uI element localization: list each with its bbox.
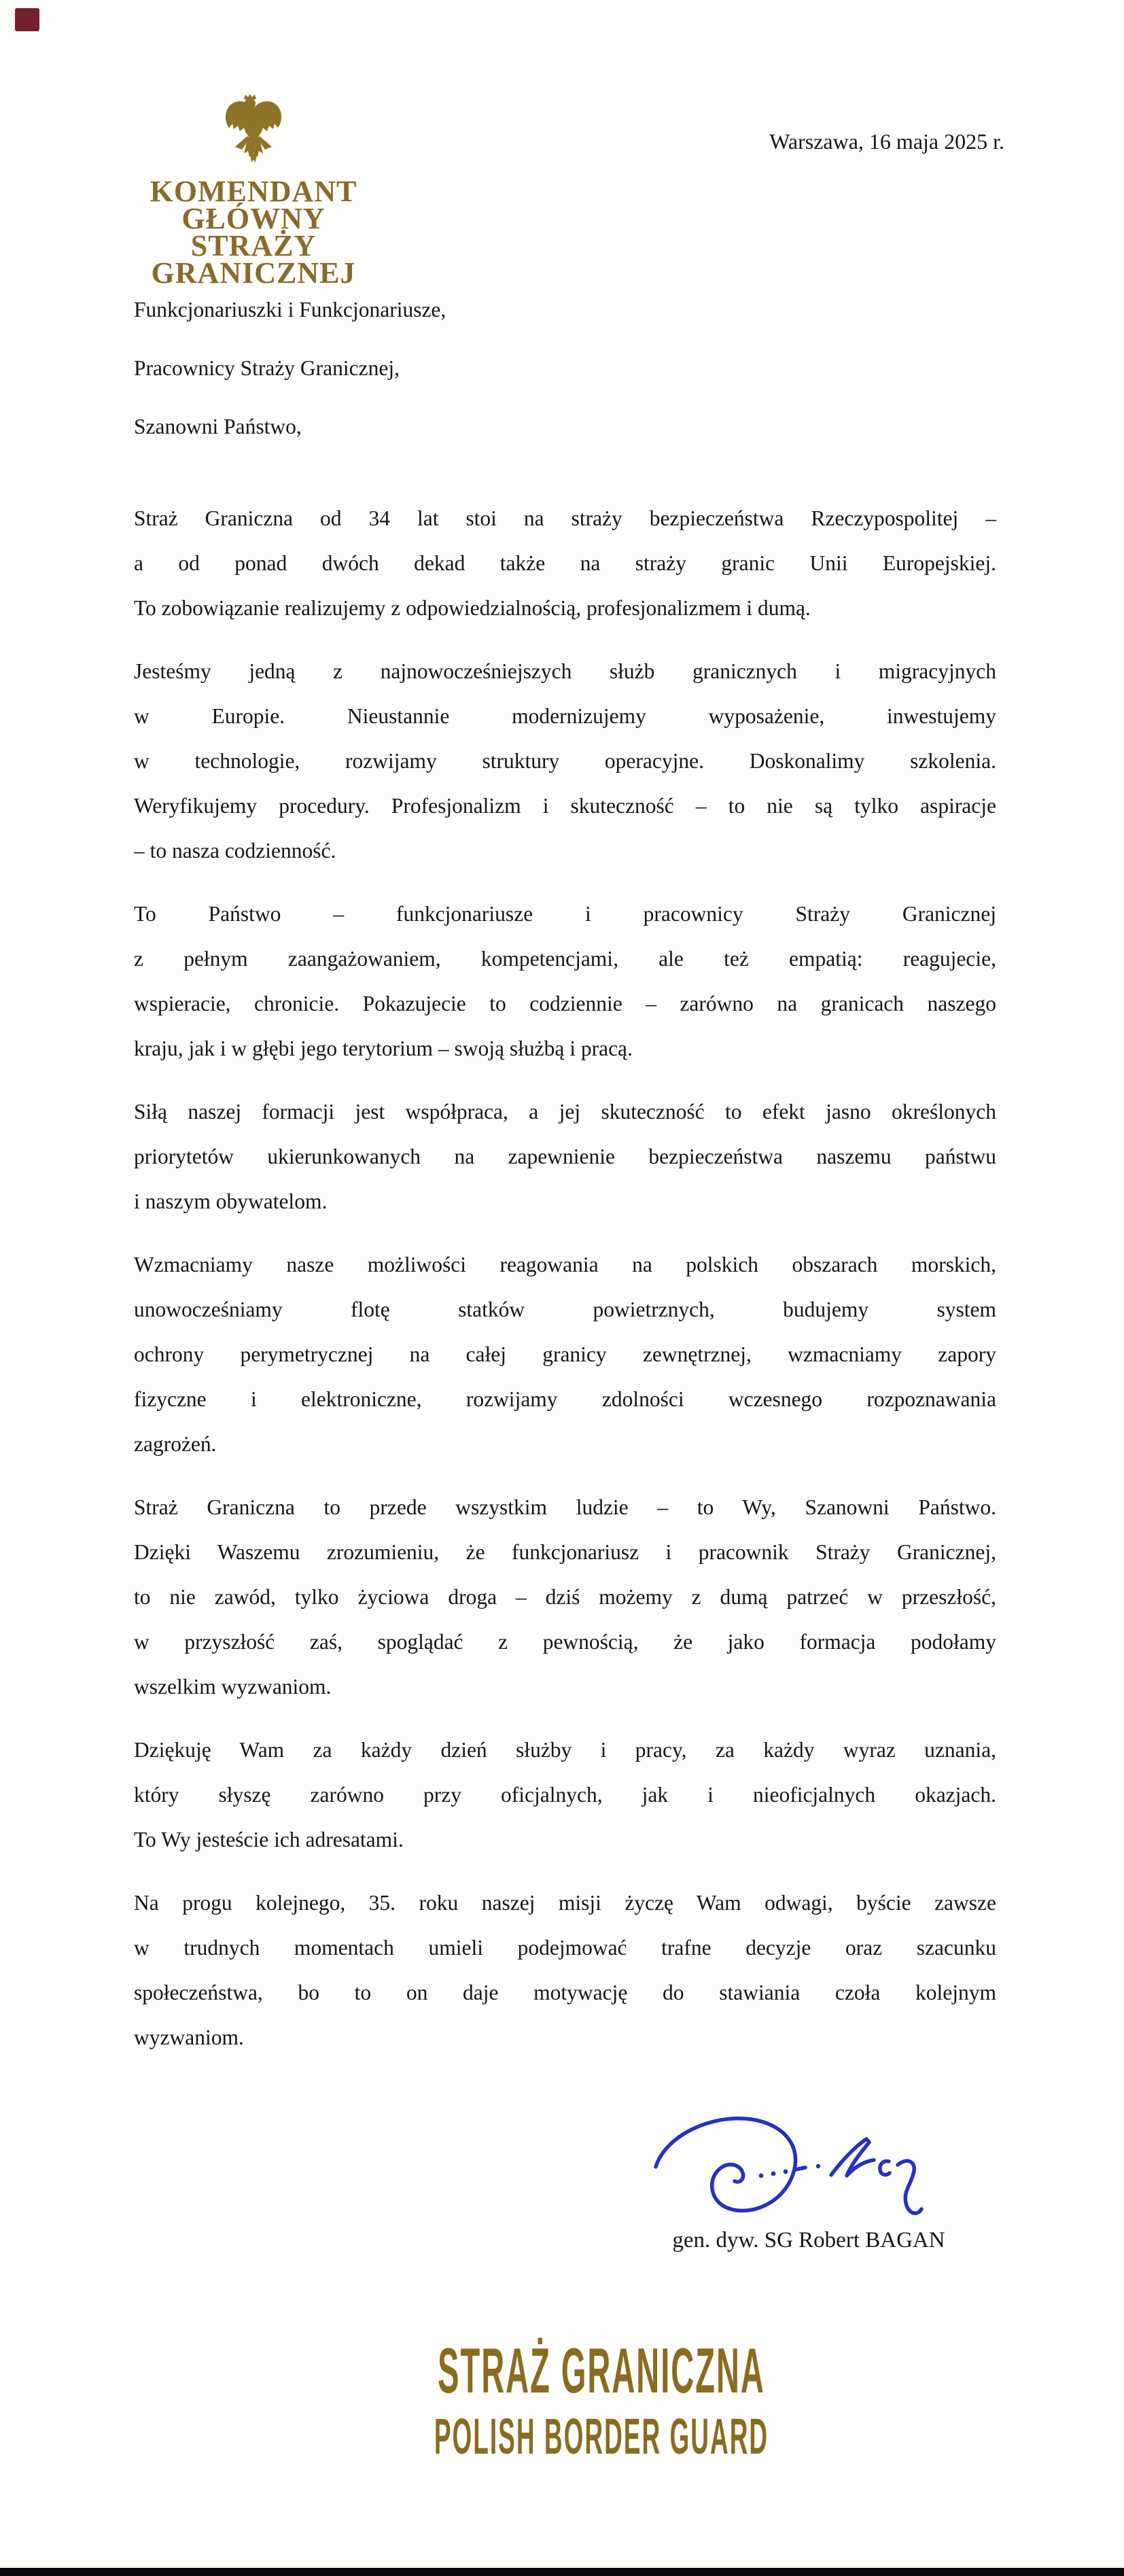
paragraph-line: Dzięki Waszemu zrozumieniu, że funkcjonariusz i pracownik Straży Granicznej, bbox=[134, 1540, 996, 1564]
org-title-line2: STRAŻY GRANICZNEJ bbox=[151, 229, 356, 290]
corner-mark bbox=[15, 8, 39, 31]
paragraph-line: Wzmacniamy nasze możliwości reagowania na polskich obszarach morskich, bbox=[134, 1253, 996, 1276]
paragraph bbox=[134, 1090, 996, 1224]
footer-logo-line1: STRAŻ GRANICZNA bbox=[438, 2335, 765, 2406]
paragraph-line: Weryfikujemy procedury. Profesjonalizm i skuteczność – to nie są tylko aspiracje bbox=[134, 794, 996, 818]
paragraph bbox=[134, 1881, 996, 2060]
paragraph-line: w przyszłość zaś, spoglądać z pewnością, że jako formacja podołamy bbox=[134, 1630, 996, 1654]
paragraph-line: który słyszę zarówno przy oficjalnych, jak i nieoficjalnych okazjach. bbox=[134, 1783, 996, 1807]
paragraph-line: wspieracie, chronicie. Pokazujecie to codziennie – zarówno na granicach naszego bbox=[134, 992, 996, 1015]
polish-eagle-emblem-icon bbox=[223, 94, 284, 167]
bottom-bar bbox=[0, 2568, 1124, 2576]
date-line: Warszawa, 16 maja 2025 r. bbox=[769, 129, 1004, 154]
paragraph-line: w trudnych momentach umieli podejmować trafne decyzje oraz szacunku bbox=[134, 1936, 996, 1960]
paragraph-line: ochrony perymetrycznej na całej granicy zewnętrznej, wzmacniamy zapory bbox=[134, 1342, 996, 1366]
salutation bbox=[134, 294, 996, 469]
paragraph-line: To Wy jesteście ich adresatami. bbox=[134, 1828, 404, 1851]
paragraph-line: w technologie, rozwijamy struktury operacyjne. Doskonalimy szkolenia. bbox=[134, 749, 996, 773]
paragraph bbox=[134, 496, 996, 631]
paragraph-line: społeczeństwa, bo to on daje motywację do stawiania czoła kolejnym bbox=[134, 1981, 996, 2004]
paragraph bbox=[134, 1242, 996, 1467]
paragraph-line: Na progu kolejnego, 35. roku naszej misji życzę Wam odwagi, byście zawsze bbox=[134, 1891, 996, 1915]
paragraph bbox=[134, 1485, 996, 1709]
salutation-line: Funkcjonariuszki i Funkcjonariusze, bbox=[134, 298, 446, 321]
paragraph-line: w Europie. Nieustannie modernizujemy wyposażenie, inwestujemy bbox=[134, 704, 996, 728]
paragraph-line: wyzwaniom. bbox=[134, 2025, 244, 2049]
paragraph-line: Straż Graniczna to przede wszystkim ludzie – to Wy, Szanowni Państwo. bbox=[134, 1495, 996, 1519]
paragraph-line: Siłą naszej formacji jest współpraca, a jej skuteczność to efekt jasno określonych bbox=[134, 1100, 996, 1124]
paragraph-line: kraju, jak i w głębi jego terytorium – swoją służbą i pracą. bbox=[134, 1037, 633, 1060]
paragraph-line: fizyczne i elektroniczne, rozwijamy zdolności wczesnego rozpoznawania bbox=[134, 1387, 996, 1411]
paragraph-line: priorytetów ukierunkowanych na zapewnienie bezpieczeństwa naszemu państwu bbox=[134, 1145, 996, 1168]
paragraph-line: Jesteśmy jedną z najnowocześniejszych służb granicznych i migracyjnych bbox=[134, 659, 996, 683]
signature-ink bbox=[649, 2107, 965, 2229]
paragraph-line: to nie zawód, tylko życiowa droga – dziś możemy z dumą patrzeć w przeszłość, bbox=[134, 1585, 996, 1609]
paragraph-line: z pełnym zaangażowaniem, kompetencjami, ale też empatią: reagujecie, bbox=[134, 947, 996, 971]
paragraph bbox=[134, 649, 996, 873]
paragraph bbox=[134, 892, 996, 1071]
footer-logo-line2: POLISH BORDER GUARD bbox=[434, 2408, 769, 2465]
org-title bbox=[118, 175, 389, 290]
paragraph-line: To zobowiązanie realizujemy z odpowiedzialnością, profesjonalizmem i dumą. bbox=[134, 596, 811, 620]
paragraph bbox=[134, 1728, 996, 1862]
eagle-shape bbox=[226, 94, 281, 162]
paragraph-line: wszelkim wyzwaniom. bbox=[134, 1675, 332, 1699]
paragraph-line: Straż Graniczna od 34 lat stoi na straży bezpieczeństwa Rzeczypospolitej – bbox=[134, 506, 996, 530]
salutation-line: Pracownicy Straży Granicznej, bbox=[134, 356, 400, 380]
paragraph-line: unowocześniamy flotę statków powietrznych, budujemy system bbox=[134, 1298, 996, 1321]
paragraph-line: zagrożeń. bbox=[134, 1432, 217, 1456]
paragraph-line: – to nasza codzienność. bbox=[134, 839, 336, 863]
paragraph-line: i naszym obywatelom. bbox=[134, 1189, 328, 1213]
salutation-line: Szanowni Państwo, bbox=[134, 415, 302, 438]
letter-body bbox=[134, 496, 996, 2078]
org-title-line1: KOMENDANT GŁÓWNY bbox=[150, 175, 357, 235]
paragraph-line: Dziękuję Wam za każdy dzień służby i pracy, za każdy wyraz uznania, bbox=[134, 1738, 996, 1762]
signer-name: gen. dyw. SG Robert BAGAN bbox=[672, 2228, 945, 2252]
paragraph-line: To Państwo – funkcjonariusze i pracownicy Straży Granicznej bbox=[134, 902, 996, 926]
signature-strokes bbox=[656, 2119, 921, 2213]
paragraph-line: a od ponad dwóch dekad także na straży granic Unii Europejskiej. bbox=[134, 551, 996, 575]
